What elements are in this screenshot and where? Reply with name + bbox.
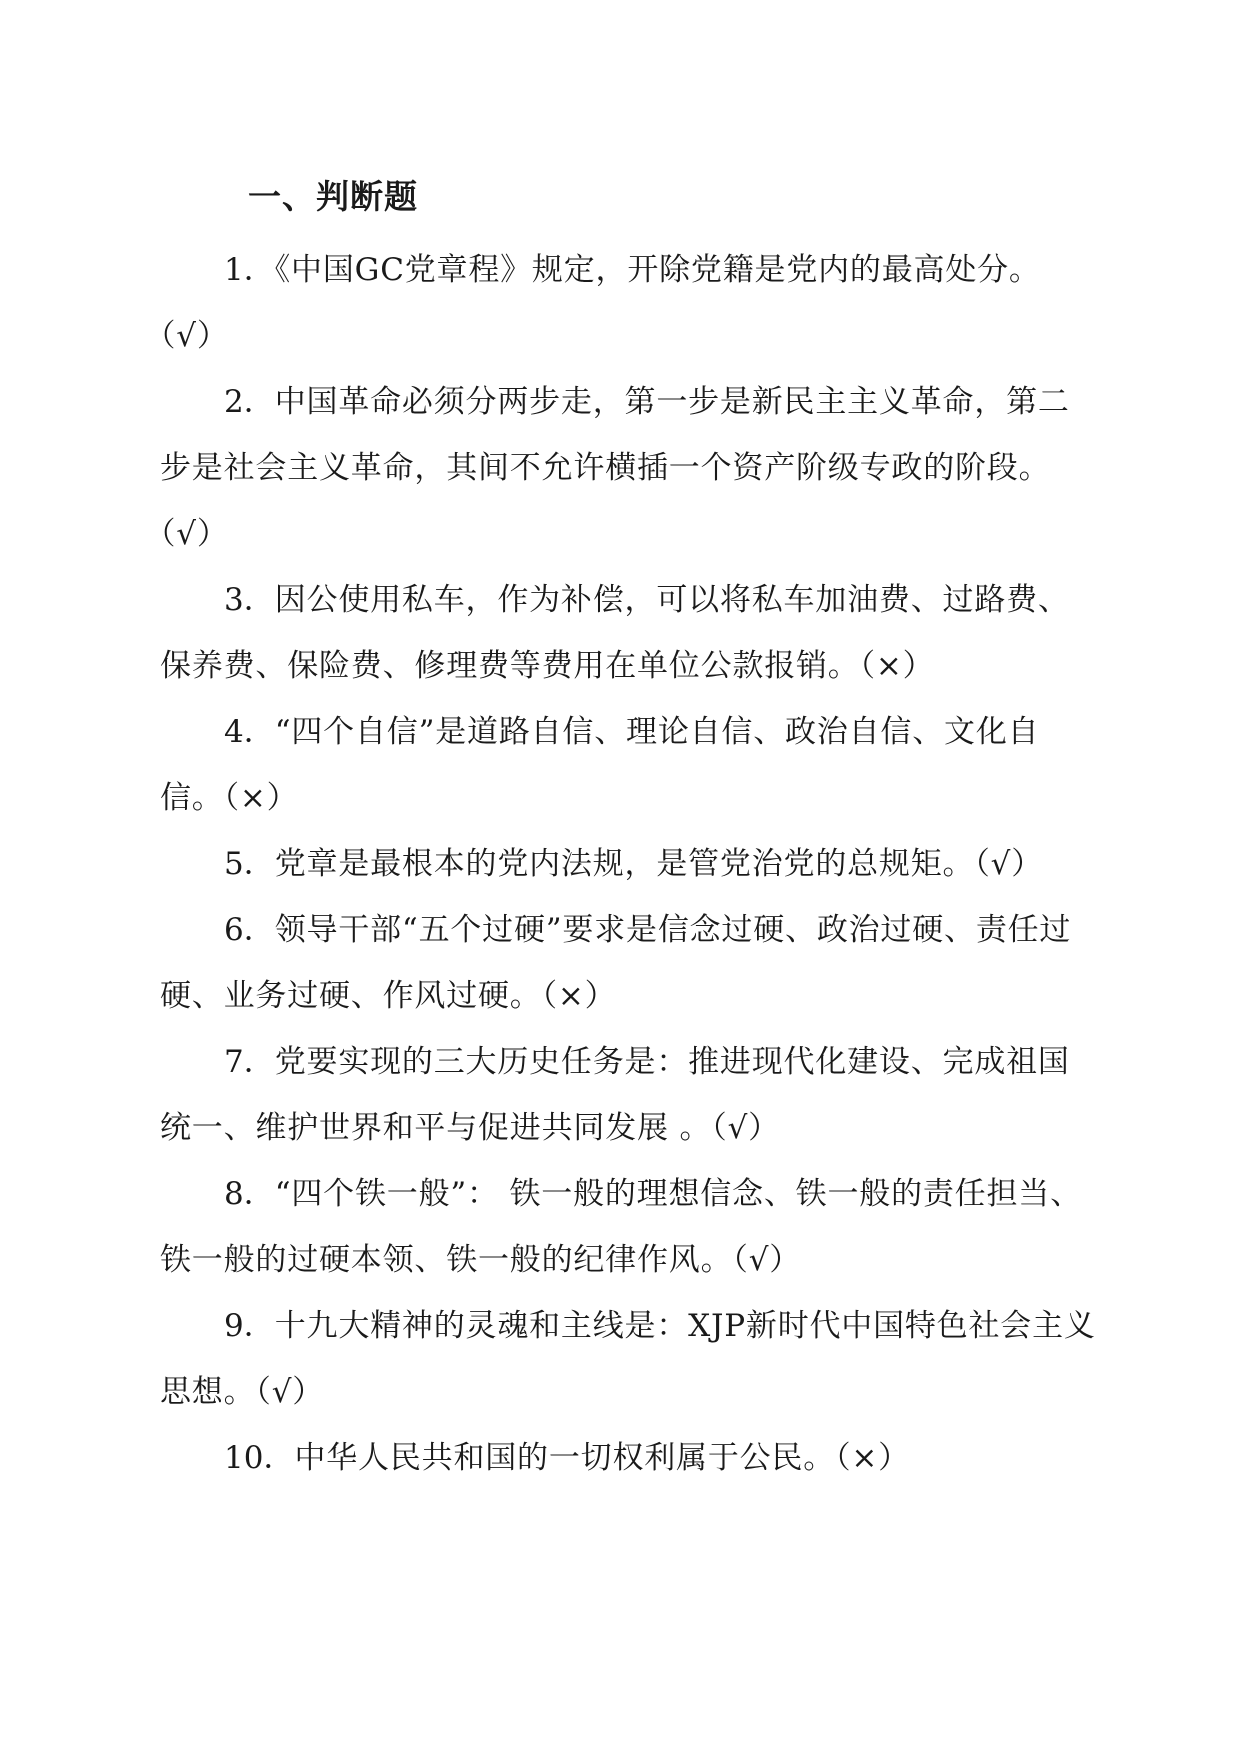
question-number: 7． (224, 1044, 275, 1080)
question-list (160, 237, 1100, 1491)
question-item-7 (160, 1029, 1100, 1161)
question-answer: （√） (255, 1374, 325, 1410)
question-number: 9． (224, 1308, 275, 1344)
section-title: 一、判断题 (248, 177, 418, 216)
question-number: 2． (224, 384, 275, 420)
question-number: 3． (224, 582, 275, 618)
question-answer: （√） (732, 1242, 802, 1278)
question-text: 《中国GC党章程》规定，开除党籍是党内的最高处分。 (274, 252, 1041, 288)
question-text: 中华人民共和国的一切权利属于公民。 (294, 1440, 836, 1476)
question-text: 因公使用私车，作为补偿，可以将私车加油费、过路费、保养费、保险费、修理费等费用在单位公款报销。 (160, 582, 1070, 684)
question-text: 党章是最根本的党内法规，是管党治党的总规矩。 (274, 846, 975, 882)
question-answer: （√） (711, 1110, 780, 1146)
question-item-9 (160, 1293, 1100, 1425)
question-number: 1． (224, 252, 275, 288)
question-answer: （×） (859, 648, 935, 684)
question-answer: （×） (541, 978, 617, 1014)
question-item-2 (160, 369, 1100, 567)
question-number: 4． (224, 714, 275, 750)
question-item-6 (160, 897, 1100, 1029)
question-number: 5． (224, 846, 275, 882)
question-text: 党要实现的三大历史任务是：推进现代化建设、完成祖国统一、维护世界和平与促进共同发展 。 (160, 1044, 1070, 1146)
question-answer: （√） (160, 516, 229, 552)
question-item-5 (160, 831, 1100, 897)
question-number: 6． (224, 912, 275, 948)
question-text: 十九大精神的灵魂和主线是：XJP新时代中国特色社会主义思想。 (160, 1308, 1096, 1410)
question-text: “四个自信”是道路自信、理论自信、政治自信、文化自信。 (160, 714, 1040, 816)
question-item-3 (160, 567, 1100, 699)
question-answer: （√） (974, 846, 1043, 882)
question-item-10 (160, 1425, 1100, 1491)
question-item-8 (160, 1161, 1100, 1293)
question-text: 中国革命必须分两步走，第一步是新民主主义革命，第二步是社会主义革命，其间不允许横插一个资产阶级专政的阶段。 (160, 384, 1070, 486)
question-text: “四个铁一般”： 铁一般的理想信念、铁一般的责任担当、铁一般的过硬本领、铁一般的纪律作风。 (160, 1176, 1082, 1278)
question-item-1 (160, 237, 1100, 369)
question-number: 10． (224, 1440, 295, 1476)
question-text: 领导干部“五个过硬”要求是信念过硬、政治过硬、责任过硬、业务过硬、作风过硬。 (160, 912, 1072, 1014)
question-answer: （√） (160, 318, 229, 354)
question-answer: （×） (835, 1440, 910, 1476)
question-number: 8． (224, 1176, 275, 1212)
question-answer: （×） (223, 780, 299, 816)
question-item-4 (160, 699, 1100, 831)
